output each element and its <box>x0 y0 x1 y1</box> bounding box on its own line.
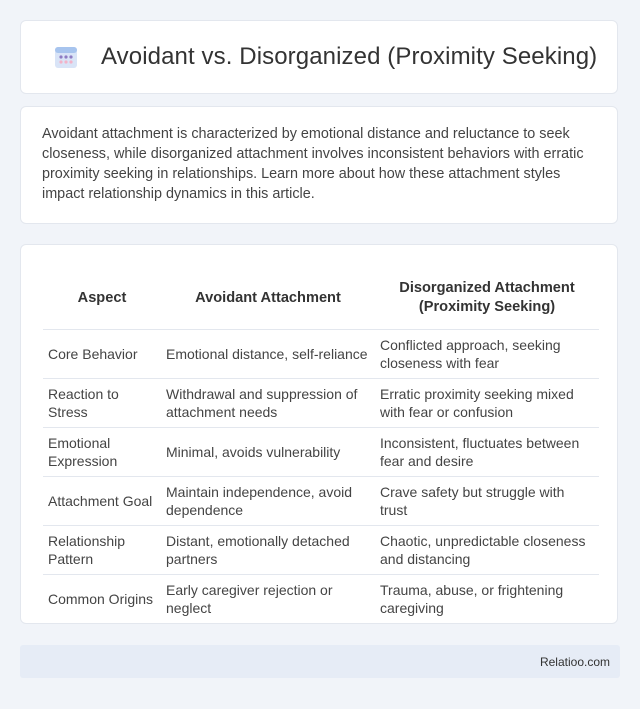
footer <box>20 645 620 678</box>
table-row <box>43 379 599 428</box>
calendar-icon <box>53 44 79 70</box>
footer-brand-link[interactable]: Relatioo.com <box>539 654 610 669</box>
cell-aspect: Relationship Pattern <box>43 526 161 575</box>
cell-aspect: Reaction to Stress <box>43 379 161 428</box>
intro-text: Avoidant attachment is characterized by emotional distance and reluctance to seek closeness, while disorganized attachment involves inconsistent behaviors with erratic proximity seeking in relationships. Learn more about how these attachment styles impact relationship dynamics in this article. <box>42 126 584 202</box>
table-row <box>43 526 599 575</box>
cell-disorganized: Inconsistent, fluctuates between fear and desire <box>375 428 599 477</box>
comparison-table <box>43 267 599 624</box>
cell-disorganized: Trauma, abuse, or frightening caregiving <box>375 575 599 624</box>
cell-disorganized: Crave safety but struggle with trust <box>375 477 599 526</box>
header-avoidant: Avoidant Attachment <box>161 267 375 330</box>
cell-avoidant: Distant, emotionally detached partners <box>161 526 375 575</box>
cell-avoidant: Withdrawal and suppression of attachment needs <box>161 379 375 428</box>
header-card <box>20 20 618 94</box>
header-aspect: Aspect <box>43 267 161 330</box>
cell-avoidant: Minimal, avoids vulnerability <box>161 428 375 477</box>
table-row <box>43 477 599 526</box>
comparison-card <box>20 244 618 624</box>
cell-avoidant: Maintain independence, avoid dependence <box>161 477 375 526</box>
cell-avoidant: Early caregiver rejection or neglect <box>161 575 375 624</box>
table-row <box>43 330 599 379</box>
page-title: Avoidant vs. Disorganized (Proximity Seeking) <box>101 43 598 70</box>
cell-aspect: Emotional Expression <box>43 428 161 477</box>
cell-aspect: Common Origins <box>43 575 161 624</box>
table-row <box>43 575 599 624</box>
cell-aspect: Attachment Goal <box>43 477 161 526</box>
cell-disorganized: Erratic proximity seeking mixed with fear or confusion <box>375 379 599 428</box>
cell-disorganized: Conflicted approach, seeking closeness with fear <box>375 330 599 379</box>
header-disorganized: Disorganized Attachment (Proximity Seeking) <box>375 267 599 330</box>
cell-avoidant: Emotional distance, self-reliance <box>161 330 375 379</box>
cell-aspect: Core Behavior <box>43 330 161 379</box>
table-row <box>43 428 599 477</box>
cell-disorganized: Chaotic, unpredictable closeness and distancing <box>375 526 599 575</box>
intro-card <box>20 106 618 224</box>
table-header-row <box>43 267 599 330</box>
